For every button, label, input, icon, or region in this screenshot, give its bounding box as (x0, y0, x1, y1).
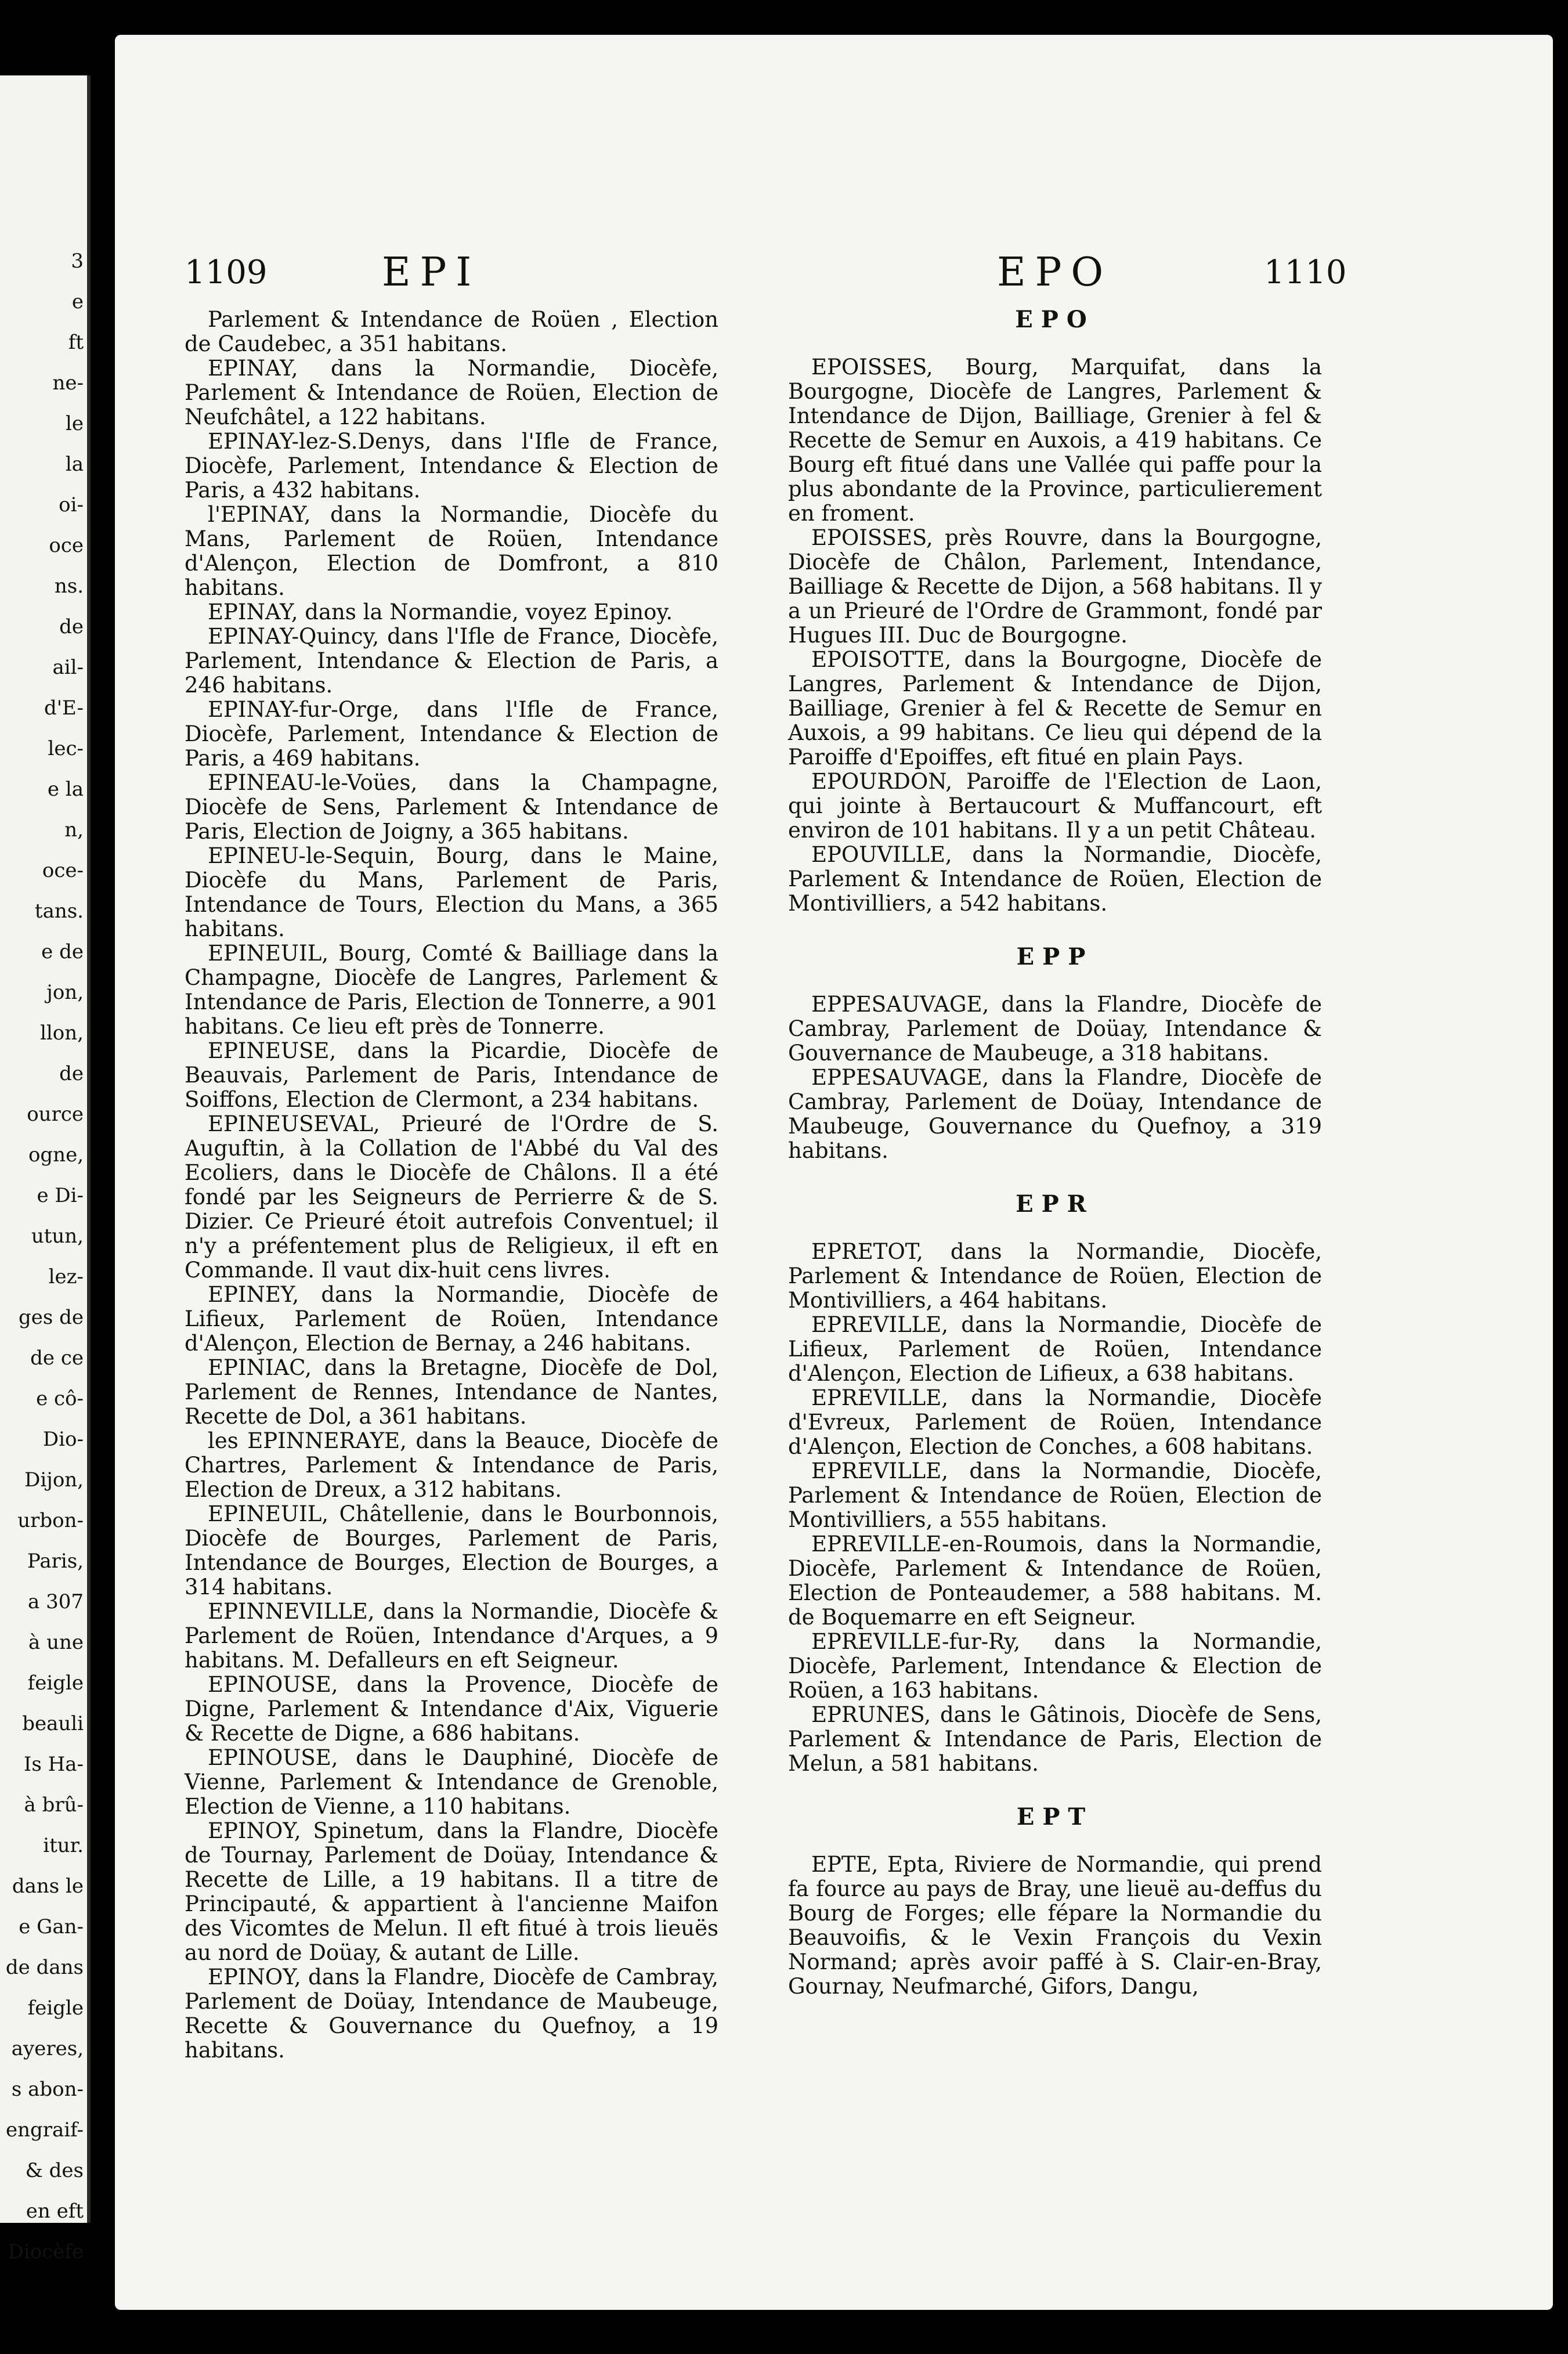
margin-fragment: lez- (48, 1265, 84, 1288)
margin-fragment: Dio- (42, 1428, 84, 1451)
margin-fragment: oce (49, 534, 84, 557)
margin-fragment: Is Ha- (23, 1753, 84, 1776)
margin-fragment: utun, (31, 1225, 84, 1248)
margin-fragment: urbon- (17, 1509, 84, 1532)
margin-fragment: la (65, 453, 84, 476)
margin-fragment: Paris, (27, 1550, 84, 1573)
section-heading: EPT (1016, 1803, 1094, 1831)
dictionary-entry: EPINAY, dans la Normandie, voyez Epinoy. (208, 600, 673, 624)
margin-fragment: s abon- (11, 2078, 84, 2101)
margin-fragment: oi- (59, 493, 84, 517)
dictionary-entry: EPINOUSE, dans le Dauphiné, Diocèfe de Vienne, Parlement & Intendance de Grenoble, Election de Vienne, a 110 habitans. (185, 1745, 718, 1819)
section-heading: EPR (1016, 1190, 1094, 1218)
dictionary-entry: EPREVILLE, dans la Normandie, Diocèfe d'Evreux, Parlement de Roüen, Intendance d'Alençon, Election de Conches, a 608 habitans. (788, 1385, 1322, 1459)
dictionary-entry: EPTE, Epta, Riviere de Normandie, qui prend fa fource au pays de Bray, une lieuë au-deffus du Bourg de Forges; elle fépare la Normandie du Beauvoifis, & le Vexin François du Vexin Normand; après avoir paffé à S. Clair-en-Bray, Gournay, Neufmarché, Gifors, Dangu, (788, 1852, 1322, 1999)
section-heading: EPO (1015, 306, 1095, 333)
margin-fragment: 3 (71, 250, 84, 273)
dictionary-page (115, 35, 1553, 2310)
margin-fragment: llon, (40, 1021, 84, 1045)
margin-fragment: à une (28, 1631, 84, 1654)
dictionary-entry: EPINAY-lez-S.Denys, dans l'Ifle de France, Diocèfe, Parlement, Intendance & Election de Paris, a 432 habitans. (185, 429, 718, 503)
right-page-number: 1110 (1264, 254, 1347, 291)
dictionary-entry: EPINEU-le-Sequin, Bourg, dans le Maine, Diocèfe du Mans, Parlement de Paris, Intendance de Tours, Election du Mans, a 365 habitans. (185, 843, 718, 941)
margin-fragment: ayeres, (11, 2037, 84, 2060)
margin-fragment: le (66, 412, 84, 435)
left-page-number: 1109 (185, 254, 268, 291)
margin-fragment: en eft (26, 2200, 84, 2223)
margin-fragment: ns. (54, 575, 84, 598)
margin-fragment: e (71, 290, 84, 313)
dictionary-entry: EPREVILLE-en-Roumois, dans la Normandie, Diocèfe, Parlement & Intendance de Roüen, Election de Ponteaudemer, a 588 habitans. M. de Boquemarre en eft Seigneur. (788, 1532, 1322, 1630)
dictionary-entry: EPINEUIL, Bourg, Comté & Bailliage dans la Champagne, Diocèfe de Langres, Parlement & Intendance de Paris, Election de Tonnerre, a 901 habitans. Ce lieu eft près de Tonnerre. (185, 941, 718, 1039)
dictionary-entry: EPOISSES, près Rouvre, dans la Bourgogne, Diocèfe de Châlon, Parlement, Intendance, Bailliage & Recette de Dijon, a 568 habitans. Il y a un Prieuré de l'Ordre de Grammont, fondé par Hugues III. Duc de Bourgogne. (788, 525, 1322, 648)
margin-fragment: ne- (52, 371, 84, 395)
dictionary-entry: EPPESAUVAGE, dans la Flandre, Diocèfe de Cambray, Parlement de Doüay, Intendance de Maubeuge, Gouvernance du Quefnoy, a 319 habitans. (788, 1065, 1322, 1163)
margin-fragment: Dijon, (24, 1468, 84, 1492)
dictionary-entry: EPINEUIL, Châtellenie, dans le Bourbonnois, Diocèfe de Bourges, Parlement de Paris, Intendance de Bourges, Election de Bourges, a 314 habitans. (185, 1501, 718, 1600)
page-header (185, 244, 1374, 302)
dictionary-entry: EPINEAU-le-Voües, dans la Champagne, Diocèfe de Sens, Parlement & Intendance de Paris, Election de Joigny, a 365 habitans. (185, 770, 718, 844)
dictionary-entry: EPINEUSEVAL, Prieuré de l'Ordre de S. Auguftin, à la Collation de l'Abbé du Val des Ecoliers, dans le Diocèfe de Châlons. Il a été fondé par les Seigneurs de Perrierre & de S. Dizier. Ce Prieuré étoit autrefois Conventuel; il n'y a préfentement plus de Religieux, il eft en Commande. Il vaut dix-huit cens livres. (185, 1111, 718, 1283)
adjacent-page-fragment (0, 75, 91, 2263)
margin-fragment: & des (25, 2159, 84, 2182)
margin-fragment: ail- (52, 656, 84, 679)
dictionary-entry: EPOURDON, Paroiffe de l'Election de Laon, qui jointe à Bertaucourt & Muffancourt, eft environ de 101 habitans. Il y a un petit Château. (788, 769, 1322, 843)
margin-fragment: dans le (12, 1875, 84, 1898)
dictionary-entry: EPINAY, dans la Normandie, Diocèfe, Parlement & Intendance de Roüen, Election de Neufchâtel, a 122 habitans. (185, 356, 718, 429)
dictionary-entry: EPINOY, dans la Flandre, Diocèfe de Cambray, Parlement de Doüay, Intendance de Maubeuge, Recette & Gouvernance du Quefnoy, a 19 habitans. (185, 1965, 718, 2063)
right-running-head: EPO (997, 250, 1113, 295)
margin-fragment: lec- (48, 737, 84, 760)
margin-fragment: ft (68, 331, 84, 354)
dictionary-entry: Parlement & Intendance de Roüen , Election de Caudebec, a 351 habitans. (185, 307, 718, 356)
left-running-head: EPI (382, 250, 481, 295)
dictionary-entry: EPINNEVILLE, dans la Normandie, Diocèfe & Parlement de Roüen, Intendance d'Arques, a 9 habitans. M. Defalleurs en eft Seigneur. (185, 1599, 718, 1673)
dictionary-entry: EPINAY-Quincy, dans l'Ifle de France, Diocèfe, Parlement, Intendance & Election de Paris, a 246 habitans. (185, 624, 718, 698)
margin-fragment: itur. (43, 1834, 84, 1857)
margin-fragment: de (59, 1062, 84, 1085)
dictionary-entry: EPREVILLE-fur-Ry, dans la Normandie, Diocèfe, Parlement, Intendance & Election de Roüen, a 163 habitans. (788, 1629, 1322, 1703)
dictionary-entry: EPINEUSE, dans la Picardie, Diocèfe de Beauvais, Parlement de Paris, Intendance de Soiffons, Election de Clermont, a 234 habitans. (185, 1038, 718, 1112)
margin-fragment: de (59, 615, 84, 638)
right-column (788, 308, 1322, 1999)
margin-fragment: ource (27, 1103, 84, 1126)
dictionary-entry: EPOISOTTE, dans la Bourgogne, Diocèfe de Langres, Parlement & Intendance de Dijon, Bailliage, Grenier à fel & Recette de Semur en Auxois, a 99 habitans. Ce lieu qui dépend de la Paroiffe d'Epoiffes, eft fitué en plain Pays. (788, 647, 1322, 770)
section-heading: EPP (1016, 943, 1094, 970)
dictionary-entry: EPINAY-fur-Orge, dans l'Ifle de France, Diocèfe, Parlement, Intendance & Election de Paris, a 469 habitans. (185, 697, 718, 771)
dictionary-entry: EPRUNES, dans le Gâtinois, Diocèfe de Sens, Parlement & Intendance de Paris, Election de Melun, a 581 habitans. (788, 1702, 1322, 1776)
dictionary-entry: les EPINNERAYE, dans la Beauce, Diocèfe de Chartres, Parlement & Intendance de Paris, Election de Dreux, a 312 habitans. (185, 1428, 718, 1502)
margin-fragment: n, (64, 818, 84, 842)
margin-fragment: e Gan- (19, 1915, 84, 1938)
margin-fragment: d'E- (44, 696, 84, 720)
dictionary-entry: EPRETOT, dans la Normandie, Diocèfe, Parlement & Intendance de Roüen, Election de Montivilliers, a 464 habitans. (788, 1239, 1322, 1313)
dictionary-entry: EPREVILLE, dans la Normandie, Diocèfe de Lifieux, Parlement de Roüen, Intendance d'Alençon, Election de Lifieux, a 638 habitans. (788, 1312, 1322, 1386)
margin-fragment: tans. (34, 900, 84, 923)
margin-fragment: e cô- (36, 1387, 84, 1410)
margin-fragment: ges de (18, 1306, 84, 1329)
margin-fragment: e de (41, 940, 84, 963)
dictionary-entry: EPREVILLE, dans la Normandie, Diocèfe, Parlement & Intendance de Roüen, Election de Montivilliers, a 555 habitans. (788, 1458, 1322, 1532)
margin-fragment: Diocèfe (8, 2240, 84, 2263)
left-column (185, 308, 718, 2063)
margin-fragment: feigle (27, 1996, 84, 2020)
margin-fragment: jon, (46, 981, 84, 1004)
dictionary-entry: EPOISSES, Bourg, Marquifat, dans la Bourgogne, Diocèfe de Langres, Parlement & Intendance de Dijon, Bailliage, Grenier à fel & Recette de Semur en Auxois, a 419 habitans. Ce Bourg eft fitué dans une Vallée qui paffe pour la plus abondante de la Province, particulierement en froment. (788, 355, 1322, 526)
dictionary-entry: EPOUVILLE, dans la Normandie, Diocèfe, Parlement & Intendance de Roüen, Election de Montivilliers, a 542 habitans. (788, 842, 1322, 916)
margin-fragment: e la (47, 778, 84, 801)
dictionary-entry: l'EPINAY, dans la Normandie, Diocèfe du Mans, Parlement de Roüen, Intendance d'Alençon, Election de Domfront, a 810 habitans. (185, 502, 718, 600)
dictionary-entry: EPINIAC, dans la Bretagne, Diocèfe de Dol, Parlement de Rennes, Intendance de Nantes, Recette de Dol, a 361 habitans. (185, 1355, 718, 1429)
dictionary-entry: EPPESAUVAGE, dans la Flandre, Diocèfe de Cambray, Parlement de Doüay, Intendance & Gouvernance de Maubeuge, a 318 habitans. (788, 992, 1322, 1066)
margin-fragment: beauli (22, 1712, 84, 1735)
margin-fragment: de ce (30, 1346, 84, 1370)
margin-fragment: a 307 (28, 1590, 84, 1613)
margin-fragment: à brû- (24, 1793, 84, 1817)
dictionary-entry: EPINEY, dans la Normandie, Diocèfe de Lifieux, Parlement de Roüen, Intendance d'Alençon, Election de Bernay, a 246 habitans. (185, 1282, 718, 1356)
dictionary-entry: EPINOY, Spinetum, dans la Flandre, Diocèfe de Tournay, Parlement de Doüay, Intendance & Recette de Lille, a 19 habitans. Il a titre de Principauté, & appartient à l'ancienne Maifon des Vicomtes de Melun. Il eft fitué à trois lieuës au nord de Doüay, & autant de Lille. (185, 1818, 718, 1965)
margin-fragment: ogne, (28, 1143, 84, 1167)
margin-fragment: de dans (5, 1956, 84, 1979)
margin-fragment: feigle (27, 1671, 84, 1695)
dictionary-entry: EPINOUSE, dans la Provence, Diocèfe de Digne, Parlement & Intendance d'Aix, Viguerie & Recette de Digne, a 686 habitans. (185, 1672, 718, 1746)
margin-fragment: engraif- (5, 2118, 84, 2142)
margin-fragment: e Di- (37, 1184, 84, 1207)
margin-fragment: oce- (42, 859, 84, 882)
